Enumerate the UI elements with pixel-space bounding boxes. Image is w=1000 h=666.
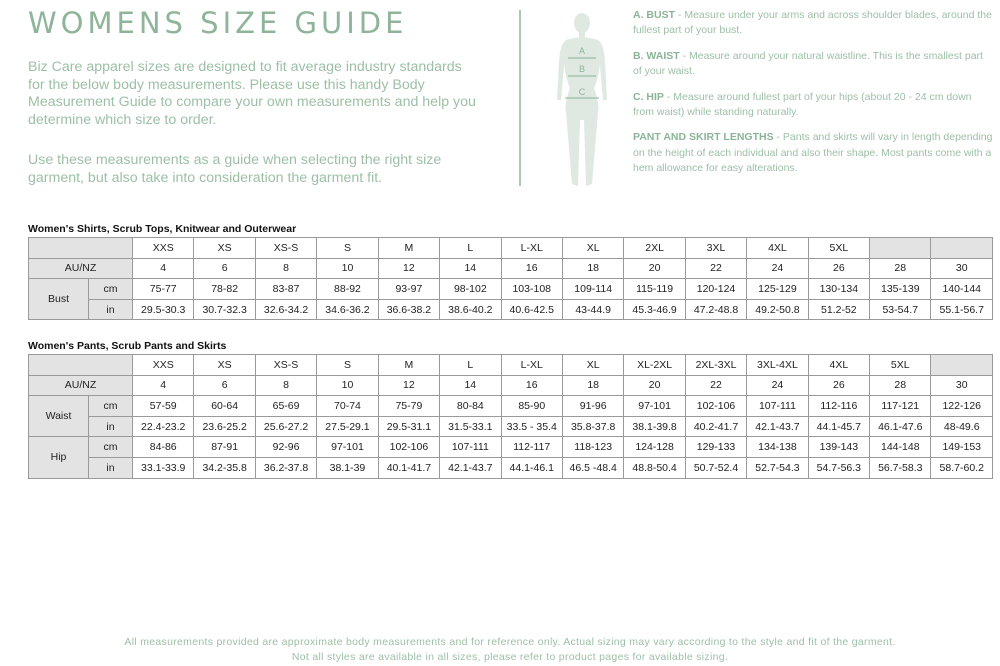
in-value-cell: 56.7-58.3 <box>870 457 931 478</box>
size-header-cell: XL <box>562 355 623 376</box>
measure-label: Hip <box>29 437 89 478</box>
cm-value-cell: 84-86 <box>133 437 194 458</box>
in-value-cell: 27.5-29.1 <box>317 416 378 437</box>
cm-value-cell: 135-139 <box>870 279 931 300</box>
au-size-cell: 18 <box>562 258 623 279</box>
in-value-cell: 42.1-43.7 <box>747 416 808 437</box>
cm-value-cell: 80-84 <box>440 396 501 417</box>
in-value-cell: 35.8-37.8 <box>562 416 623 437</box>
group-in-row <box>29 416 993 437</box>
size-row <box>29 355 993 376</box>
size-header-cell: 3XL <box>685 238 746 259</box>
unit-label: cm <box>89 279 133 300</box>
au-size-cell: 6 <box>194 375 255 396</box>
au-size-cell: 28 <box>870 258 931 279</box>
au-size-cell: 4 <box>133 258 194 279</box>
figure-marker-a: A <box>578 46 586 56</box>
au-size-cell: 10 <box>317 258 378 279</box>
cm-value-cell: 118-123 <box>562 437 623 458</box>
size-header-cell: L <box>440 355 501 376</box>
au-size-cell: 22 <box>685 258 746 279</box>
size-header-cell: L-XL <box>501 355 562 376</box>
shirts-table-heading: Women's Shirts, Scrub Tops, Knitwear and Outerwear <box>28 223 297 235</box>
in-value-cell: 43-44.9 <box>562 299 623 320</box>
au-size-cell: 26 <box>808 375 869 396</box>
in-value-cell: 44.1-45.7 <box>808 416 869 437</box>
au-label: AU/NZ <box>29 375 133 396</box>
au-size-cell: 16 <box>501 258 562 279</box>
au-size-cell: 28 <box>870 375 931 396</box>
au-size-cell: 8 <box>255 375 316 396</box>
cm-value-cell: 112-116 <box>808 396 869 417</box>
cm-value-cell: 107-111 <box>747 396 808 417</box>
size-header-cell: M <box>378 238 439 259</box>
figure-marker-c: C <box>578 87 586 97</box>
size-header-cell: XS <box>194 355 255 376</box>
in-value-cell: 40.1-41.7 <box>378 457 439 478</box>
cm-value-cell: 57-59 <box>133 396 194 417</box>
in-value-cell: 46.5 -48.4 <box>562 457 623 478</box>
cm-value-cell: 70-74 <box>317 396 378 417</box>
measure-label: Bust <box>29 279 89 320</box>
unit-label: in <box>89 299 133 320</box>
in-value-cell: 48.8-50.4 <box>624 457 685 478</box>
in-value-cell: 38.1-39.8 <box>624 416 685 437</box>
pants-table-heading: Women's Pants, Scrub Pants and Skirts <box>28 340 227 352</box>
measure-hip: C. HIP - Measure around fullest part of your hips (about 20 - 24 cm down from waist) while standing naturally. <box>633 90 972 119</box>
in-value-cell: 38.1-39 <box>317 457 378 478</box>
group-cm-row <box>29 279 993 300</box>
size-header-cell: XXS <box>133 355 194 376</box>
cm-value-cell: 107-111 <box>440 437 501 458</box>
footer-note: Not all styles are available in all sizes, please refer to product pages for available sizing. <box>291 651 729 663</box>
cm-value-cell: 122-126 <box>931 396 993 417</box>
in-value-cell: 34.6-36.2 <box>317 299 378 320</box>
in-value-cell: 33.5 - 35.4 <box>501 416 562 437</box>
cm-value-cell: 140-144 <box>931 279 993 300</box>
cm-value-cell: 85-90 <box>501 396 562 417</box>
au-size-cell: 26 <box>808 258 869 279</box>
au-size-cell: 18 <box>562 375 623 396</box>
in-value-cell: 58.7-60.2 <box>931 457 993 478</box>
size-header-cell: 2XL-3XL <box>685 355 746 376</box>
cm-value-cell: 75-77 <box>133 279 194 300</box>
size-header-cell: XL <box>562 238 623 259</box>
cm-value-cell: 102-106 <box>378 437 439 458</box>
measure-waist: B. WAIST - Measure around your natural waistline. This is the smallest part of your waist. <box>633 49 983 78</box>
au-size-cell: 4 <box>133 375 194 396</box>
size-header-cell: 4XL <box>747 238 808 259</box>
footer-note: All measurements provided are approximate body measurements and for reference only. Actual sizing may vary according to the style and fit of the garment. <box>124 636 896 648</box>
intro-paragraph: Biz Care apparel sizes are designed to fit average industry standards for the below body measurements. Please use this handy Body Measurement Guide to compare your own measurements and help you determine which size to order. <box>28 59 476 128</box>
measurement-instructions <box>633 8 993 187</box>
cm-value-cell: 91-96 <box>562 396 623 417</box>
size-header-cell: L <box>440 238 501 259</box>
body-figure-icon <box>554 8 610 190</box>
group-cm-row <box>29 437 993 458</box>
in-value-cell: 23.6-25.2 <box>194 416 255 437</box>
in-value-cell: 40.2-41.7 <box>685 416 746 437</box>
in-value-cell: 31.5-33.1 <box>440 416 501 437</box>
au-size-cell: 24 <box>747 258 808 279</box>
in-value-cell: 48-49.6 <box>931 416 993 437</box>
in-value-cell: 38.6-40.2 <box>440 299 501 320</box>
in-value-cell: 42.1-43.7 <box>440 457 501 478</box>
cm-value-cell: 125-129 <box>747 279 808 300</box>
cm-value-cell: 60-64 <box>194 396 255 417</box>
in-value-cell: 45.3-46.9 <box>624 299 685 320</box>
au-size-cell: 14 <box>440 375 501 396</box>
in-value-cell: 55.1-56.7 <box>931 299 993 320</box>
size-header-cell <box>931 355 993 376</box>
cm-value-cell: 78-82 <box>194 279 255 300</box>
cm-value-cell: 112-117 <box>501 437 562 458</box>
cm-value-cell: 88-92 <box>317 279 378 300</box>
size-header-cell: S <box>317 238 378 259</box>
cm-value-cell: 115-119 <box>624 279 685 300</box>
au-row <box>29 258 993 279</box>
shirts-size-table <box>28 237 993 320</box>
pants-size-table <box>28 354 993 479</box>
cm-value-cell: 97-101 <box>624 396 685 417</box>
cm-value-cell: 117-121 <box>870 396 931 417</box>
au-size-cell: 10 <box>317 375 378 396</box>
corner-cell <box>29 355 133 376</box>
cm-value-cell: 92-96 <box>255 437 316 458</box>
au-size-cell: 30 <box>931 258 993 279</box>
size-header-cell: 2XL <box>624 238 685 259</box>
in-value-cell: 36.6-38.2 <box>378 299 439 320</box>
cm-value-cell: 83-87 <box>255 279 316 300</box>
in-value-cell: 50.7-52.4 <box>685 457 746 478</box>
size-header-cell <box>931 238 993 259</box>
size-header-cell: S <box>317 355 378 376</box>
au-size-cell: 12 <box>378 375 439 396</box>
corner-cell <box>29 238 133 259</box>
cm-value-cell: 139-143 <box>808 437 869 458</box>
size-header-cell: XS <box>194 238 255 259</box>
cm-value-cell: 98-102 <box>440 279 501 300</box>
in-value-cell: 40.6-42.5 <box>501 299 562 320</box>
in-value-cell: 36.2-37.8 <box>255 457 316 478</box>
size-header-cell: XS-S <box>255 238 316 259</box>
in-value-cell: 49.2-50.8 <box>747 299 808 320</box>
cm-value-cell: 75-79 <box>378 396 439 417</box>
size-header-cell: XS-S <box>255 355 316 376</box>
unit-label: cm <box>89 437 133 458</box>
in-value-cell: 51.2-52 <box>808 299 869 320</box>
in-value-cell: 29.5-31.1 <box>378 416 439 437</box>
in-value-cell: 52.7-54.3 <box>747 457 808 478</box>
unit-label: cm <box>89 396 133 417</box>
page-title: WOMENS SIZE GUIDE <box>28 6 408 40</box>
cm-value-cell: 149-153 <box>931 437 993 458</box>
cm-value-cell: 129-133 <box>685 437 746 458</box>
intro-paragraph: Use these measurements as a guide when selecting the right size garment, but also take into consideration the garment fit. <box>28 152 442 186</box>
size-header-cell: 5XL <box>870 355 931 376</box>
au-size-cell: 24 <box>747 375 808 396</box>
cm-value-cell: 134-138 <box>747 437 808 458</box>
cm-value-cell: 87-91 <box>194 437 255 458</box>
cm-value-cell: 120-124 <box>685 279 746 300</box>
size-header-cell: L-XL <box>501 238 562 259</box>
in-value-cell: 33.1-33.9 <box>133 457 194 478</box>
in-value-cell: 32.6-34.2 <box>255 299 316 320</box>
in-value-cell: 44.1-46.1 <box>501 457 562 478</box>
size-header-cell: 4XL <box>808 355 869 376</box>
au-size-cell: 16 <box>501 375 562 396</box>
in-value-cell: 53-54.7 <box>870 299 931 320</box>
in-value-cell: 47.2-48.8 <box>685 299 746 320</box>
in-value-cell: 46.1-47.6 <box>870 416 931 437</box>
au-size-cell: 20 <box>624 375 685 396</box>
au-size-cell: 8 <box>255 258 316 279</box>
au-size-cell: 22 <box>685 375 746 396</box>
au-size-cell: 14 <box>440 258 501 279</box>
au-label: AU/NZ <box>29 258 133 279</box>
cm-value-cell: 144-148 <box>870 437 931 458</box>
au-size-cell: 6 <box>194 258 255 279</box>
figure-marker-b: B <box>578 64 586 74</box>
in-value-cell: 25.6-27.2 <box>255 416 316 437</box>
size-header-cell: XXS <box>133 238 194 259</box>
cm-value-cell: 65-69 <box>255 396 316 417</box>
cm-value-cell: 109-114 <box>562 279 623 300</box>
size-row <box>29 238 993 259</box>
cm-value-cell: 103-108 <box>501 279 562 300</box>
au-size-cell: 20 <box>624 258 685 279</box>
unit-label: in <box>89 416 133 437</box>
cm-value-cell: 93-97 <box>378 279 439 300</box>
in-value-cell: 30.7-32.3 <box>194 299 255 320</box>
in-value-cell: 29.5-30.3 <box>133 299 194 320</box>
measure-pant-skirt-lengths: PANT AND SKIRT LENGTHS - Pants and skirts will vary in length depending on the height of each individual and also their shape. Most pants come with a hem allowance for easy alterations. <box>633 131 993 175</box>
group-in-row <box>29 299 993 320</box>
size-header-cell: M <box>378 355 439 376</box>
in-value-cell: 34.2-35.8 <box>194 457 255 478</box>
cm-value-cell: 97-101 <box>317 437 378 458</box>
cm-value-cell: 102-106 <box>685 396 746 417</box>
cm-value-cell: 124-128 <box>624 437 685 458</box>
group-in-row <box>29 457 993 478</box>
au-size-cell: 30 <box>931 375 993 396</box>
vertical-divider <box>519 10 521 186</box>
group-cm-row <box>29 396 993 417</box>
size-header-cell: 5XL <box>808 238 869 259</box>
size-header-cell: XL-2XL <box>624 355 685 376</box>
cm-value-cell: 130-134 <box>808 279 869 300</box>
size-header-cell: 3XL-4XL <box>747 355 808 376</box>
unit-label: in <box>89 457 133 478</box>
size-header-cell <box>870 238 931 259</box>
in-value-cell: 54.7-56.3 <box>808 457 869 478</box>
measure-label: Waist <box>29 396 89 437</box>
au-size-cell: 12 <box>378 258 439 279</box>
measure-bust: A. BUST - Measure under your arms and across shoulder blades, around the fullest part of your bust. <box>633 9 992 37</box>
in-value-cell: 22.4-23.2 <box>133 416 194 437</box>
au-row <box>29 375 993 396</box>
